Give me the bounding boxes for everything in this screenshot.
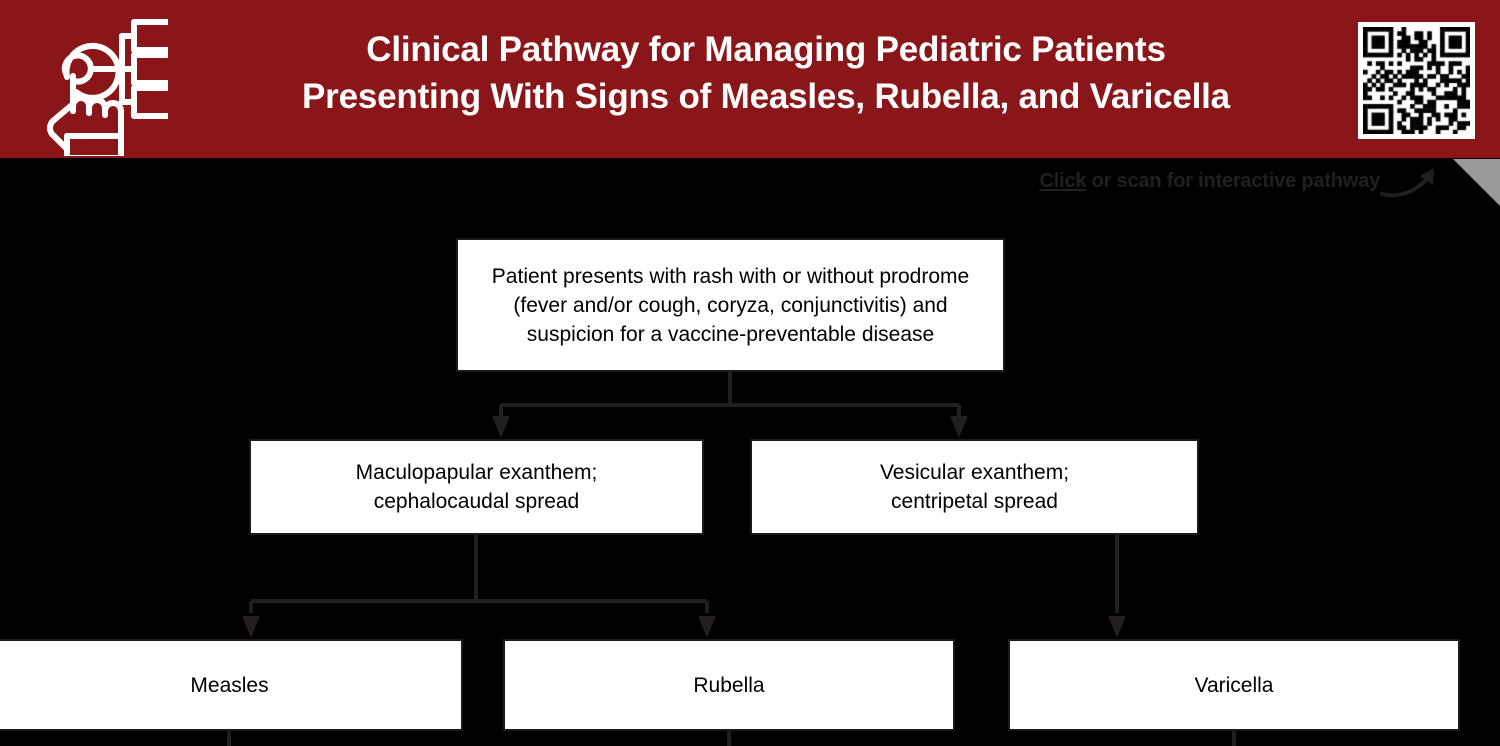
- node-varicella[interactable]: [1008, 639, 1460, 731]
- node-line-2: (fever and/or cough, coryza, conjunctivitis) and: [513, 293, 948, 317]
- node-line-1: Patient presents with rash with or without prodrome: [491, 264, 970, 288]
- node-measles[interactable]: [0, 639, 463, 731]
- node-vesicular-exanthem[interactable]: [750, 439, 1199, 535]
- node-maculopapular-exanthem[interactable]: [249, 439, 704, 535]
- node-line-2: cephalocaudal spread: [373, 490, 580, 513]
- node-varicella-label: Varicella: [1194, 673, 1274, 697]
- node-patient-presents-text: [492, 262, 969, 349]
- node-patient-presents[interactable]: [456, 238, 1005, 372]
- node-line-1: Vesicular exanthem;: [879, 461, 1070, 484]
- click-link[interactable]: Click: [1039, 170, 1087, 192]
- node-rubella[interactable]: [503, 639, 955, 731]
- node-rubella-label: Rubella: [693, 673, 765, 697]
- node-line-1: Maculopapular exanthem;: [355, 461, 598, 484]
- node-maculopapular-text: [356, 458, 598, 516]
- node-line-3: suspicion for a vaccine-preventable disease: [526, 322, 935, 346]
- scan-banner-rest: or scan for interactive pathway: [1086, 170, 1380, 192]
- node-measles-label: Measles: [190, 673, 269, 697]
- node-vesicular-text: [880, 458, 1069, 516]
- page-title-line-2: Presenting With Signs of Measles, Rubella, and Varicella: [302, 77, 1230, 116]
- page-title-line-1: Clinical Pathway for Managing Pediatric Patients: [366, 30, 1166, 69]
- node-line-2: centripetal spread: [891, 490, 1058, 513]
